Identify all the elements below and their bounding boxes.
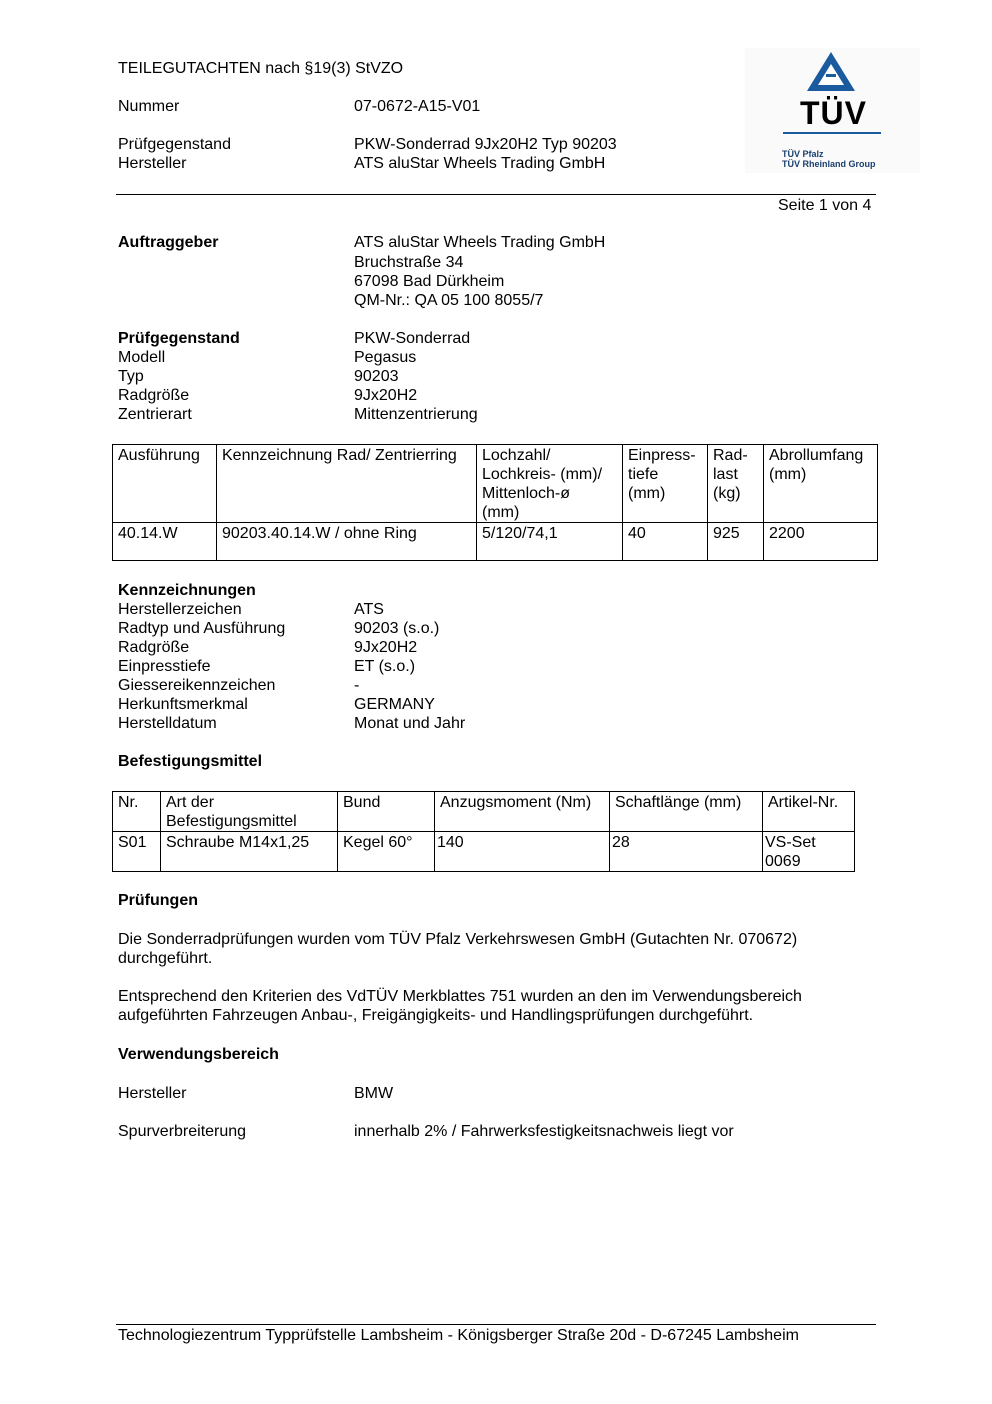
table-row [113, 523, 878, 561]
table-header-cell: Rad- last (kg) [708, 445, 764, 523]
kennz-label: Giessereikennzeichen [118, 677, 276, 694]
kennz-value: ATS [354, 601, 384, 618]
table-cell: 140 [435, 832, 610, 872]
pruefgegenstand-value: PKW-Sonderrad 9Jx20H2 Typ 90203 [354, 136, 617, 153]
radgroesse-value: 9Jx20H2 [354, 387, 418, 404]
pruefgegenstand-label: Prüfgegenstand [118, 136, 231, 153]
pruefgegenstand-heading-value: PKW-Sonderrad [354, 330, 471, 347]
document-title: TEILEGUTACHTEN nach §19(3) StVZO [118, 60, 404, 77]
modell-value: Pegasus [354, 349, 417, 366]
kennz-label: Herstellerzeichen [118, 601, 242, 618]
pruefgegenstand-heading: Prüfgegenstand [118, 330, 240, 347]
modell-label: Modell [118, 349, 166, 366]
pruefungen-para1-line1: Die Sonderradprüfungen wurden vom TÜV Pfalz Verkehrswesen GmbH (Gutachten Nr. 070672) [118, 931, 798, 948]
table-cell: 2200 [764, 523, 878, 561]
kennz-value: ET (s.o.) [354, 658, 416, 675]
pruefungen-para1-line2: durchgeführt. [118, 950, 213, 967]
hersteller-label: Hersteller [118, 155, 187, 172]
table-header-cell: Schaftlänge (mm) [610, 792, 763, 832]
table-cell: S01 [113, 832, 161, 872]
auftraggeber-line-2: Bruchstraße 34 [354, 254, 464, 271]
table-cell: Kegel 60° [338, 832, 435, 872]
table-header-cell: Nr. [113, 792, 161, 832]
table-header-cell: Bund [338, 792, 435, 832]
verwendung-hersteller-label: Hersteller [118, 1085, 187, 1102]
logo-wordmark: TÜV [800, 95, 867, 131]
kennz-value: Monat und Jahr [354, 715, 466, 732]
befestigungsmittel-heading: Befestigungsmittel [118, 753, 263, 770]
table-header-cell: Artikel-Nr. [763, 792, 855, 832]
nummer-label: Nummer [118, 98, 180, 115]
auftraggeber-line-3: 67098 Bad Dürkheim [354, 273, 505, 290]
table-cell: 90203.40.14.W / ohne Ring [217, 523, 477, 561]
hersteller-value: ATS aluStar Wheels Trading GmbH [354, 155, 606, 172]
kennz-label: Radtyp und Ausführung [118, 620, 286, 637]
table-header-cell: Lochzahl/ Lochkreis- (mm)/ Mittenloch-ø (mm) [477, 445, 623, 523]
table-cell: 40.14.W [113, 523, 217, 561]
wheel-spec-table [112, 444, 878, 561]
spurverbreiterung-label: Spurverbreiterung [118, 1123, 247, 1140]
table-cell: VS-Set 0069 [763, 832, 855, 872]
page-number: Seite 1 von 4 [778, 197, 872, 214]
table-header-cell: Art der Befestigungsmittel [161, 792, 338, 832]
table-cell: 40 [623, 523, 708, 561]
kennz-value: - [354, 677, 360, 694]
table-header-row [113, 792, 855, 832]
logo-subtitle-1: TÜV Pfalz [782, 149, 824, 159]
table-row [113, 832, 855, 872]
table-header-row [113, 445, 878, 523]
verwendung-hersteller-value: BMW [354, 1085, 394, 1102]
nummer-value: 07-0672-A15-V01 [354, 98, 481, 115]
kennz-value: 9Jx20H2 [354, 639, 418, 656]
pruefungen-heading: Prüfungen [118, 892, 198, 909]
pruefungen-para2-line1: Entsprechend den Kriterien des VdTÜV Merkblattes 751 wurden an den im Verwendungsbereich [118, 988, 802, 1005]
zentrierart-value: Mittenzentrierung [354, 406, 478, 423]
kennz-value: 90203 (s.o.) [354, 620, 440, 637]
table-cell: 5/120/74,1 [477, 523, 623, 561]
table-header-cell: Anzugsmoment (Nm) [435, 792, 610, 832]
table-cell: 28 [610, 832, 763, 872]
footer-text: Technologiezentrum Typprüfstelle Lambsheim - Königsberger Straße 20d - D-67245 Lambsheim [118, 1327, 799, 1344]
auftraggeber-label: Auftraggeber [118, 234, 219, 251]
kennz-value: GERMANY [354, 696, 435, 713]
verwendungsbereich-heading: Verwendungsbereich [118, 1046, 279, 1063]
kennzeichnungen-heading: Kennzeichnungen [118, 582, 256, 599]
kennz-label: Einpresstiefe [118, 658, 211, 675]
header-rule [116, 194, 876, 195]
footer-rule [116, 1324, 876, 1325]
kennz-label: Radgröße [118, 639, 190, 656]
pruefungen-para2-line2: aufgeführten Fahrzeugen Anbau-, Freigängigkeits- und Handlingsprüfungen durchgeführt. [118, 1007, 754, 1024]
auftraggeber-line-1: ATS aluStar Wheels Trading GmbH [354, 234, 606, 251]
typ-value: 90203 [354, 368, 399, 385]
zentrierart-label: Zentrierart [118, 406, 192, 423]
typ-label: Typ [118, 368, 144, 385]
tuv-triangle-icon [804, 50, 858, 94]
logo-subtitle-2: TÜV Rheinland Group [782, 159, 876, 169]
spurverbreiterung-value: innerhalb 2% / Fahrwerksfestigkeitsnachweis liegt vor [354, 1123, 734, 1140]
kennz-label: Herkunftsmerkmal [118, 696, 248, 713]
auftraggeber-line-4: QM-Nr.: QA 05 100 8055/7 [354, 292, 544, 309]
logo-divider [783, 132, 881, 134]
table-cell: 925 [708, 523, 764, 561]
radgroesse-label: Radgröße [118, 387, 190, 404]
table-header-cell: Kennzeichnung Rad/ Zentrierring [217, 445, 477, 523]
table-header-cell: Abrollumfang (mm) [764, 445, 878, 523]
kennz-label: Herstelldatum [118, 715, 217, 732]
table-cell: Schraube M14x1,25 [161, 832, 338, 872]
fastener-table [112, 791, 855, 872]
table-header-cell: Einpress- tiefe (mm) [623, 445, 708, 523]
table-header-cell: Ausführung [113, 445, 217, 523]
